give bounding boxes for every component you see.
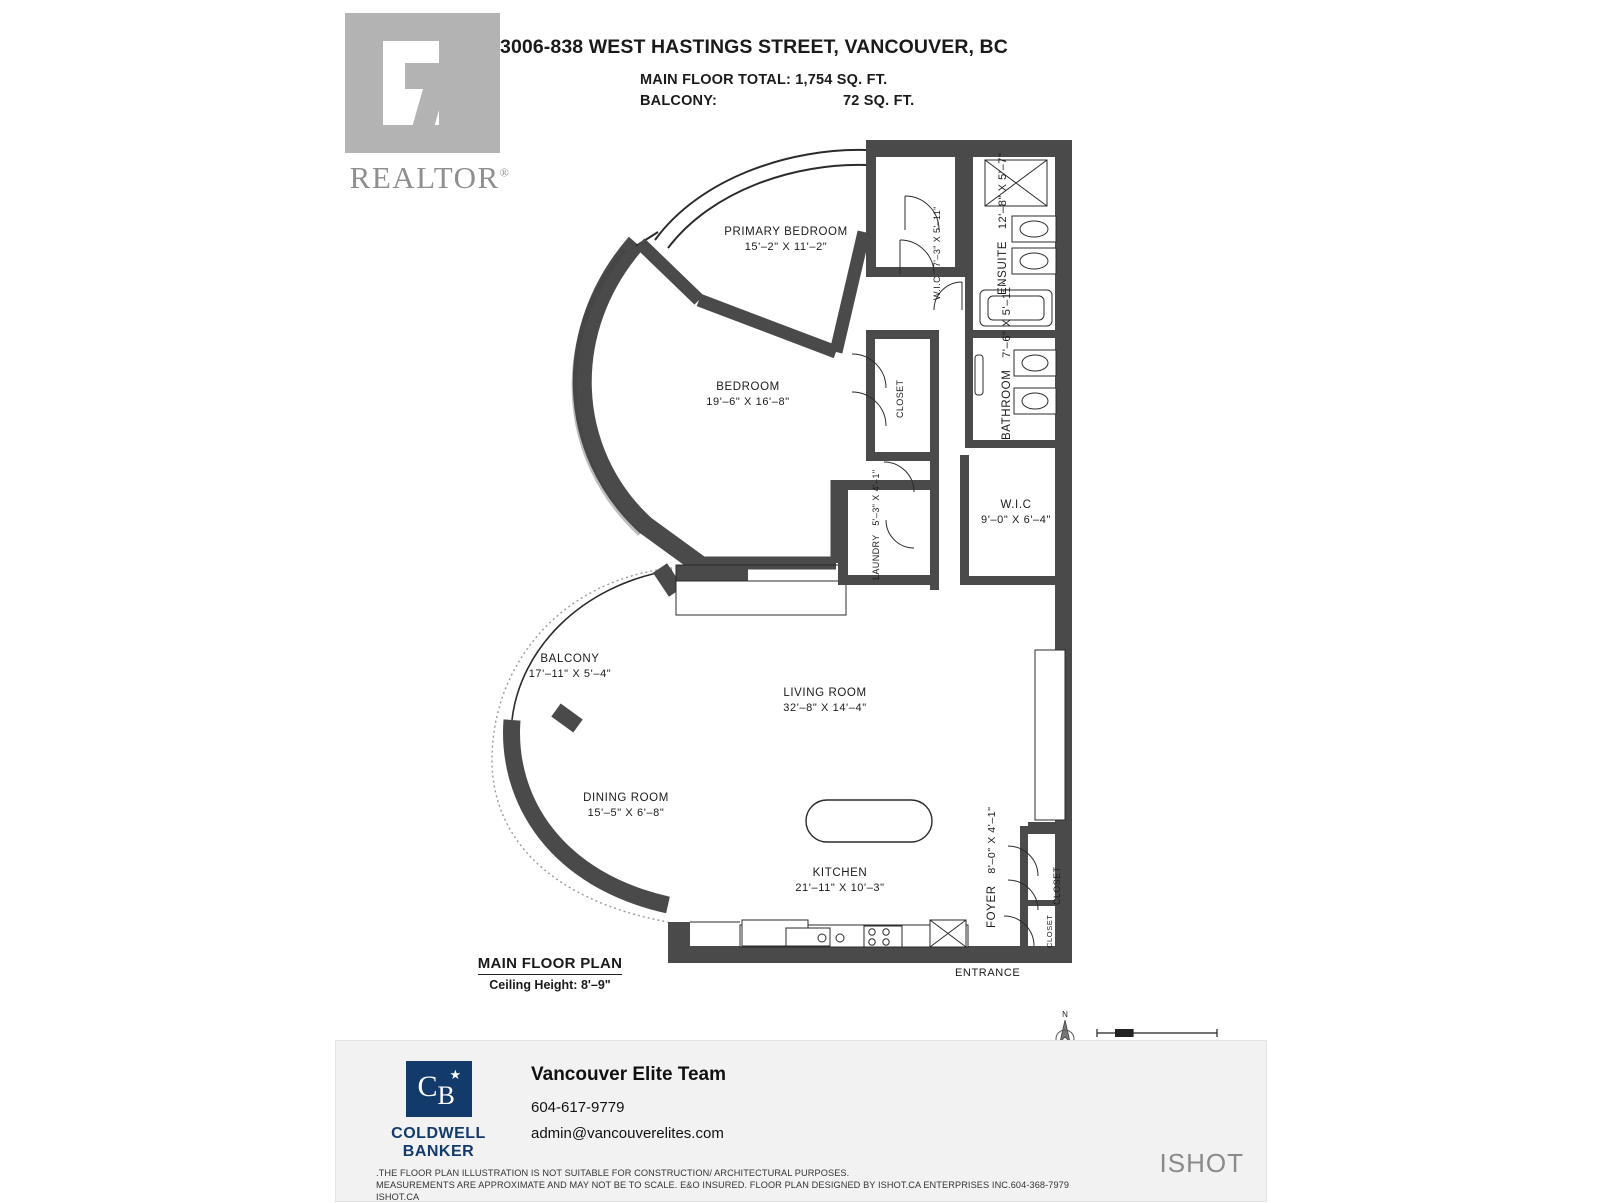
realtor-registered-mark: ® bbox=[499, 165, 511, 180]
room-label-ensuite: ENSUITE 12'–8" X 5'–7" bbox=[997, 152, 1009, 295]
main-floor-total: MAIN FLOOR TOTAL: 1,754 SQ. FT. bbox=[640, 72, 888, 88]
agent-email[interactable]: admin@vancouverelites.com bbox=[531, 1125, 724, 1142]
room-label-closet-foyer: CLOSET bbox=[1052, 866, 1062, 905]
disclaimer-text: .THE FLOOR PLAN ILLUSTRATION IS NOT SUITABLE FOR CONSTRUCTION/ ARCHITECTURAL PURPOSES. MEASUREMENTS ARE APPROXIMATE AND MAY NOT BE TO SCALE. E&O INSURED. FLOOR PLAN DESIGNED BY ISHOT.CA ENTERPRISES INC.604-368-7979 ISHOT.CA bbox=[376, 1168, 1070, 1202]
main-floor-plan-caption: MAIN FLOOR PLAN Ceiling Height: 8'–9" bbox=[477, 955, 623, 992]
room-label-dining-room: DINING ROOM 15'–5" X 6'–8" bbox=[583, 792, 669, 819]
cb-monogram-icon: C B ★ bbox=[406, 1061, 472, 1117]
entrance-label: ENTRANCE bbox=[955, 967, 1021, 979]
room-label-closet-entry: CLOSET bbox=[1045, 914, 1054, 948]
room-label-kitchen: KITCHEN 21'–11" X 10'–3" bbox=[795, 867, 885, 894]
room-label-closet-bedroom: CLOSET bbox=[895, 379, 905, 418]
svg-text:N: N bbox=[1062, 1010, 1068, 1019]
room-label-balcony: BALCONY 17'–11" X 5'–4" bbox=[528, 653, 612, 680]
agent-phone[interactable]: 604-617-9779 bbox=[531, 1099, 625, 1116]
room-label-wic-main: W.I.C 9'–0" X 6'–4" bbox=[981, 499, 1051, 526]
realtor-word-text: REALTOR bbox=[349, 160, 500, 195]
room-label-bedroom: BEDROOM 19'–6" X 16'–8" bbox=[706, 381, 790, 408]
coldwell-banker-logo bbox=[376, 1061, 501, 1161]
room-label-wic-primary: W.I.C 7'–3" X 5'–11" bbox=[932, 206, 942, 300]
room-label-living-room: LIVING ROOM 32'–8" X 14'–4" bbox=[783, 687, 867, 714]
room-label-laundry: LAUNDRY 5'–3" X 4'–1" bbox=[871, 469, 881, 580]
room-label-foyer: FOYER 8'–0" X 4'–1" bbox=[986, 806, 998, 928]
branding-footer bbox=[335, 1040, 1267, 1202]
agent-name: Vancouver Elite Team bbox=[531, 1064, 727, 1085]
balcony-value: 72 SQ. FT. bbox=[843, 93, 915, 109]
balcony-label: BALCONY: bbox=[640, 93, 718, 109]
room-label-primary-bedroom: PRIMARY BEDROOM 15'–2" X 11'–2" bbox=[724, 226, 848, 253]
agent-contact-block bbox=[531, 1064, 726, 1142]
room-label-bathroom: BATHROOM 7'–6" X 5'–11" bbox=[1001, 281, 1013, 440]
ishot-watermark: ISHOT bbox=[1159, 1148, 1244, 1178]
page-title: 3006-838 WEST HASTINGS STREET, VANCOUVER, BC bbox=[500, 36, 1008, 58]
coldwell-banker-name: COLDWELL BANKER bbox=[391, 1125, 486, 1160]
